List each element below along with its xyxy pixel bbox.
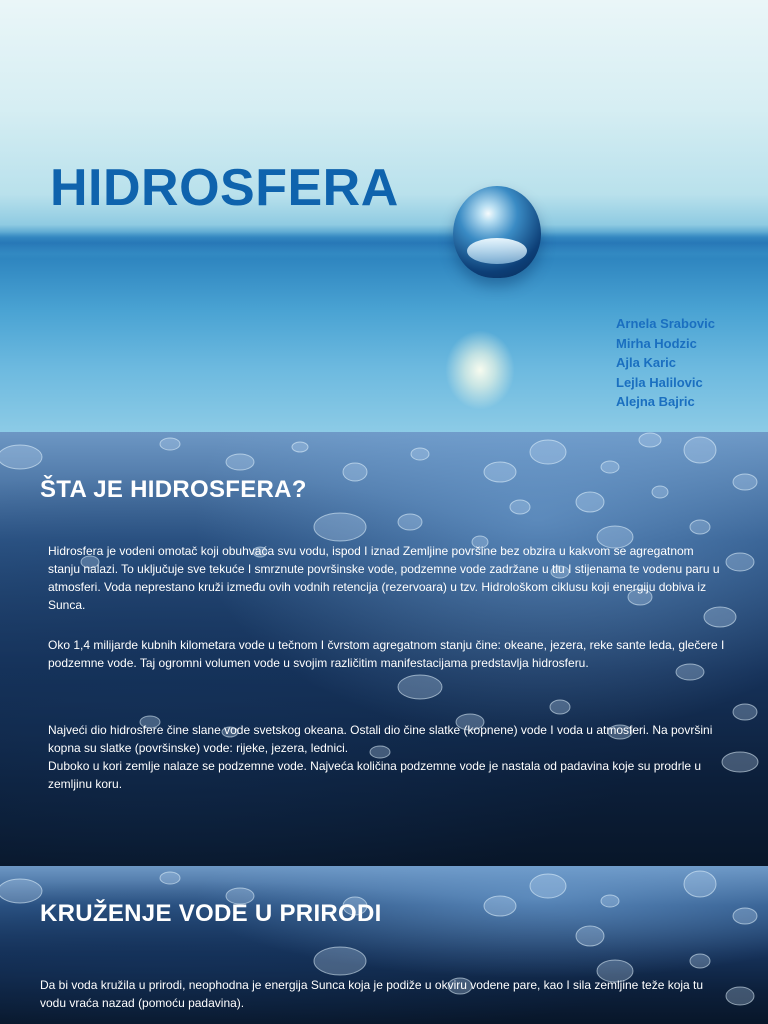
presentation-title: HIDROSFERA [50, 159, 399, 217]
author-name: Mirha Hodzic [616, 335, 697, 351]
author-name: Alejna Bajric [616, 394, 695, 409]
author-list [616, 314, 715, 412]
slide-heading: ŠTA JE HIDROSFERA? [40, 476, 307, 503]
sun-reflection [445, 330, 515, 410]
horizon-line [0, 232, 768, 254]
water-cycle-slide [0, 866, 768, 1024]
water-drop-image [453, 186, 541, 278]
author-name: Ajla Karic [616, 355, 676, 370]
author-name: Arnela Srabovic [616, 316, 715, 331]
paragraph: Oko 1,4 milijarde kubnih kilometara vode u tečnom I čvrstom agregatnom stanju čine: okeane, jezera, reke sante leda, glečere I podzemne vode. Taj ogromni volumen vode u svojim različitim manifestacijama predstavlja hidrosferu. [48, 638, 725, 670]
title-slide [0, 0, 768, 432]
paragraph: Da bi voda kružila u prirodi, neophodna je energija Sunca koja je podiže u okviru vodene pare, kao I sila zemljine teže koja tu vodu vraća nazad (pomoću padavina). [40, 978, 704, 1010]
paragraph: Duboko u kori zemlje nalaze se podzemne vode. Najveća količina podzemne vode je nastala od padavina koje su prodrle u zemljinu koru. [48, 759, 702, 791]
paragraph: Najveći dio hidrosfere čine slane vode svetskog okeana. Ostali dio čine slatke (kopnene) vode I voda u atmosferi. Na površini kopna su slatke (površinske) vode: rijeke, jezera, lednici. [48, 723, 713, 755]
slide-heading: KRUŽENJE VODE U PRIRODI [40, 900, 382, 927]
paragraph: Hidrosfera je vodeni omotač koji obuhvaća svu vodu, ispod I iznad Zemljine površine bez obzira u kakvom se agregatnom stanju nalazi. To uključuje sve tekuće I smrznute površinske vode, podzemne vode zadržane u tlu I stijenama te vodenu paru u atmosferi. Voda neprestano kruži između ovih vodnih retencija (rezervoara) u tzv. Hidrološkom ciklusu koji energiju dobiva iz Sunca. [48, 544, 720, 612]
what-is-hydrosphere-slide [0, 432, 768, 866]
author-name: Lejla Halilovic [616, 374, 703, 390]
